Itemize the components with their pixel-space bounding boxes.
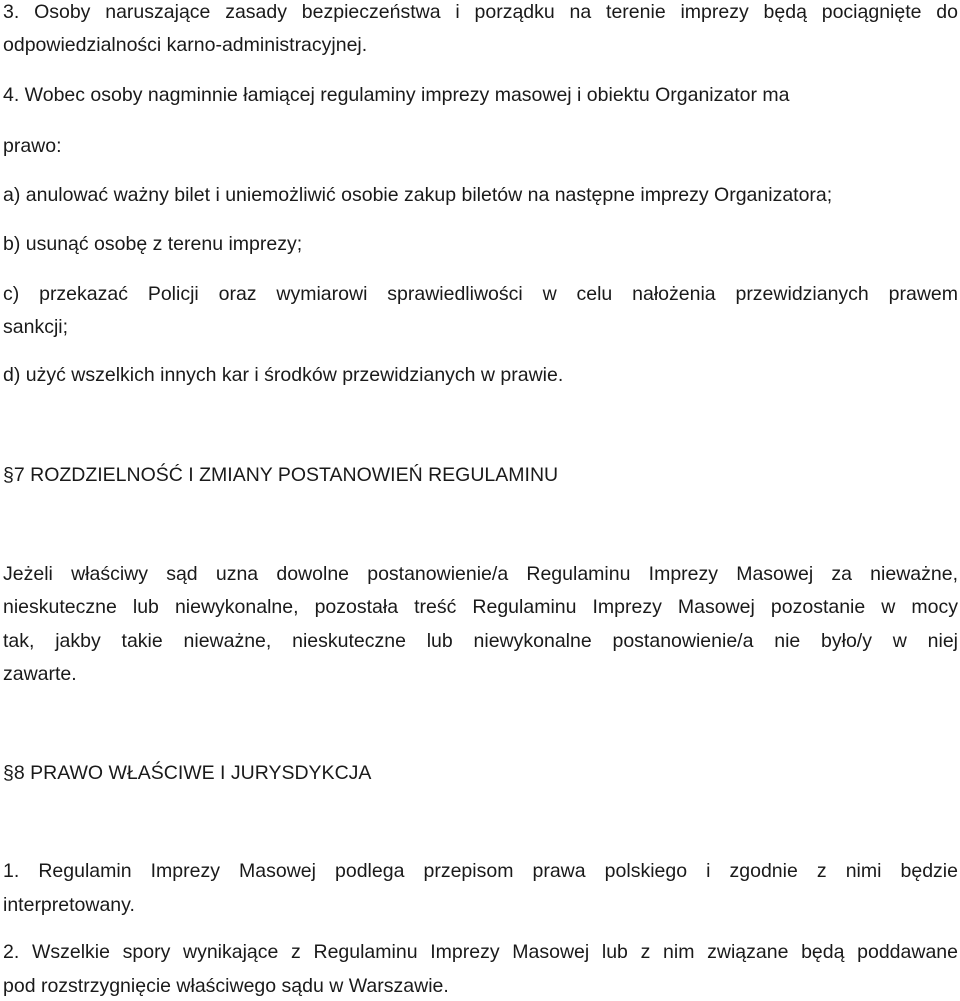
list-item-a: a) anulować ważny bilet i uniemożliwić osobie zakup biletów na następne imprezy Organizatora; — [3, 184, 833, 206]
list-item-b: b) usunąć osobę z terenu imprezy; — [3, 233, 303, 255]
section-8-heading: §8 PRAWO WŁAŚCIWE I JURYSDYKCJA — [3, 762, 372, 784]
section-7-line-1: Jeżeli właściwy sąd uzna dowolne postanowienie/a Regulaminu Imprezy Masowej za nieważne, — [3, 563, 958, 585]
section-7-heading: §7 ROZDZIELNOŚĆ I ZMIANY POSTANOWIEŃ REGULAMINU — [3, 464, 559, 486]
paragraph-4-line-2: prawo: — [3, 135, 62, 157]
section-8-item-1-line-2: interpretowany. — [3, 894, 135, 916]
list-item-c-line-1: c) przekazać Policji oraz wymiarowi sprawiedliwości w celu nałożenia przewidzianych prawem — [3, 283, 958, 305]
section-7-line-3: tak, jakby takie nieważne, nieskuteczne lub niewykonalne postanowienie/a nie było/y w niej — [3, 630, 958, 652]
section-7-line-2: nieskuteczne lub niewykonalne, pozostała treść Regulaminu Imprezy Masowej pozostanie w mocy — [3, 596, 958, 618]
section-8-item-2-line-2: pod rozstrzygnięcie właściwego sądu w Warszawie. — [3, 975, 449, 997]
paragraph-3-line-2: odpowiedzialności karno-administracyjnej. — [3, 34, 368, 56]
list-item-d: d) użyć wszelkich innych kar i środków przewidzianych w prawie. — [3, 364, 564, 386]
section-8-item-1-line-1: 1. Regulamin Imprezy Masowej podlega przepisom prawa polskiego i zgodnie z nimi będzie — [3, 860, 958, 882]
list-item-c-line-2: sankcji; — [3, 316, 69, 338]
paragraph-3-line-1: 3. Osoby naruszające zasady bezpieczeństwa i porządku na terenie imprezy będą pociągnięte do — [3, 1, 958, 23]
section-8-item-2-line-1: 2. Wszelkie spory wynikające z Regulaminu Imprezy Masowej lub z nim związane będą poddawane — [3, 941, 958, 963]
paragraph-4-line-1: 4. Wobec osoby nagminnie łamiącej regulaminy imprezy masowej i obiektu Organizator ma — [3, 84, 790, 106]
section-7-line-4: zawarte. — [3, 663, 77, 685]
